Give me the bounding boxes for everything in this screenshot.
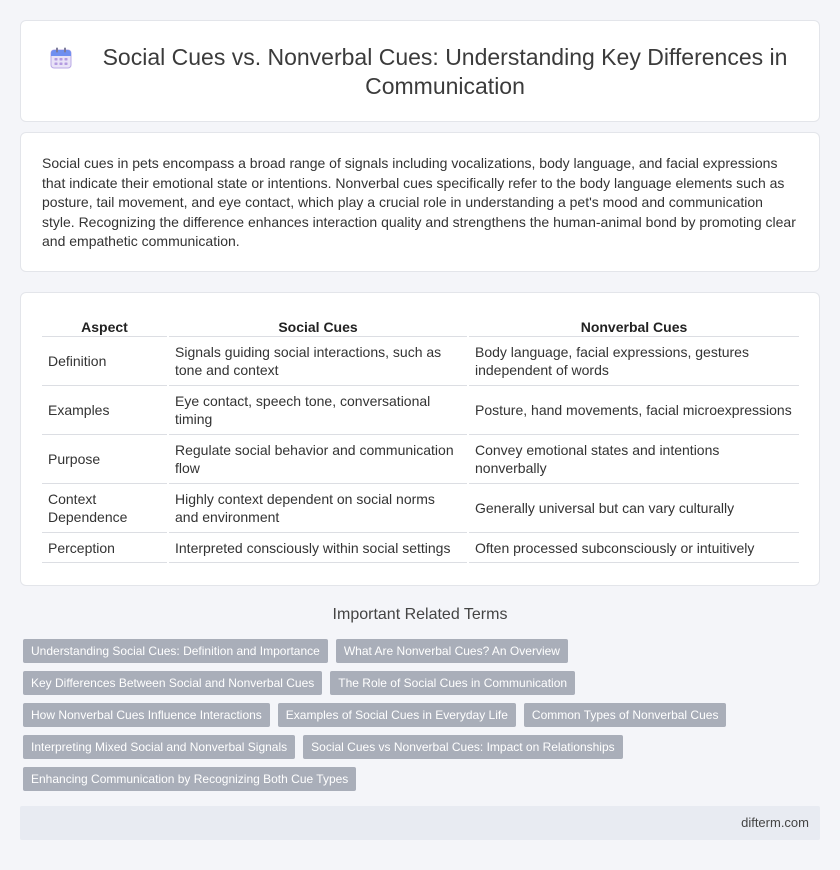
row-nonverbal: Posture, hand movements, facial microexpressions (469, 386, 799, 435)
comparison-card (20, 292, 820, 586)
table-row (42, 435, 799, 484)
header-nonverbal-cues: Nonverbal Cues (469, 315, 799, 337)
tag-row (23, 639, 763, 663)
comparison-table (42, 315, 799, 563)
related-term-link[interactable]: Examples of Social Cues in Everyday Life (278, 703, 516, 727)
related-term-link[interactable]: Interpreting Mixed Social and Nonverbal Signals (23, 735, 295, 759)
row-aspect: Context Dependence (42, 484, 167, 533)
related-term-link[interactable]: What Are Nonverbal Cues? An Overview (336, 639, 568, 663)
related-term-link[interactable]: Key Differences Between Social and Nonverbal Cues (23, 671, 322, 695)
related-terms-heading: Important Related Terms (332, 606, 508, 623)
header-social-cues: Social Cues (169, 315, 467, 337)
calendar-icon (48, 45, 74, 71)
row-aspect: Definition (42, 337, 167, 386)
intro-paragraph: Social cues in pets encompass a broad range of signals including vocalizations, body language, and facial expressions that indicate their emotional state or intentions. Nonverbal cues specifically refer to the body language elements such as posture, tail movement, and eye contact, which play a crucial role in understanding a pet's mood and communication style. Recognizing the difference enhances interaction quality and strengthens the human-animal bond by promoting clear and empathetic communication. (42, 155, 796, 249)
header-aspect: Aspect (42, 315, 167, 337)
related-term-link[interactable]: Understanding Social Cues: Definition and Importance (23, 639, 328, 663)
row-aspect: Examples (42, 386, 167, 435)
related-term-link[interactable]: Social Cues vs Nonverbal Cues: Impact on Relationships (303, 735, 622, 759)
row-nonverbal: Body language, facial expressions, gestures independent of words (469, 337, 799, 386)
tag-row (23, 703, 763, 727)
row-social: Signals guiding social interactions, such as tone and context (169, 337, 467, 386)
row-nonverbal: Often processed subconsciously or intuitively (469, 533, 799, 563)
footer (20, 806, 820, 840)
row-nonverbal: Convey emotional states and intentions nonverbally (469, 435, 799, 484)
intro-card (20, 132, 820, 272)
row-nonverbal: Generally universal but can vary culturally (469, 484, 799, 533)
related-term-link[interactable]: How Nonverbal Cues Influence Interactions (23, 703, 270, 727)
table-row (42, 484, 799, 533)
tag-row (23, 767, 763, 791)
row-social: Interpreted consciously within social settings (169, 533, 467, 563)
row-aspect: Perception (42, 533, 167, 563)
related-term-link[interactable]: Enhancing Communication by Recognizing Both Cue Types (23, 767, 356, 791)
footer-site-link[interactable]: difterm.com (741, 815, 809, 830)
row-social: Highly context dependent on social norms and environment (169, 484, 467, 533)
related-terms-list (23, 639, 763, 799)
tag-row (23, 671, 763, 695)
related-term-link[interactable]: The Role of Social Cues in Communication (330, 671, 575, 695)
related-term-link[interactable]: Common Types of Nonverbal Cues (524, 703, 727, 727)
title-card (20, 20, 820, 122)
table-row (42, 386, 799, 435)
row-aspect: Purpose (42, 435, 167, 484)
table-row (42, 337, 799, 386)
page-title: Social Cues vs. Nonverbal Cues: Understanding Key Differences in Communication (102, 44, 788, 99)
row-social: Eye contact, speech tone, conversational timing (169, 386, 467, 435)
table-row (42, 533, 799, 563)
row-social: Regulate social behavior and communication flow (169, 435, 467, 484)
table-header-row (42, 315, 799, 337)
tag-row (23, 735, 763, 759)
